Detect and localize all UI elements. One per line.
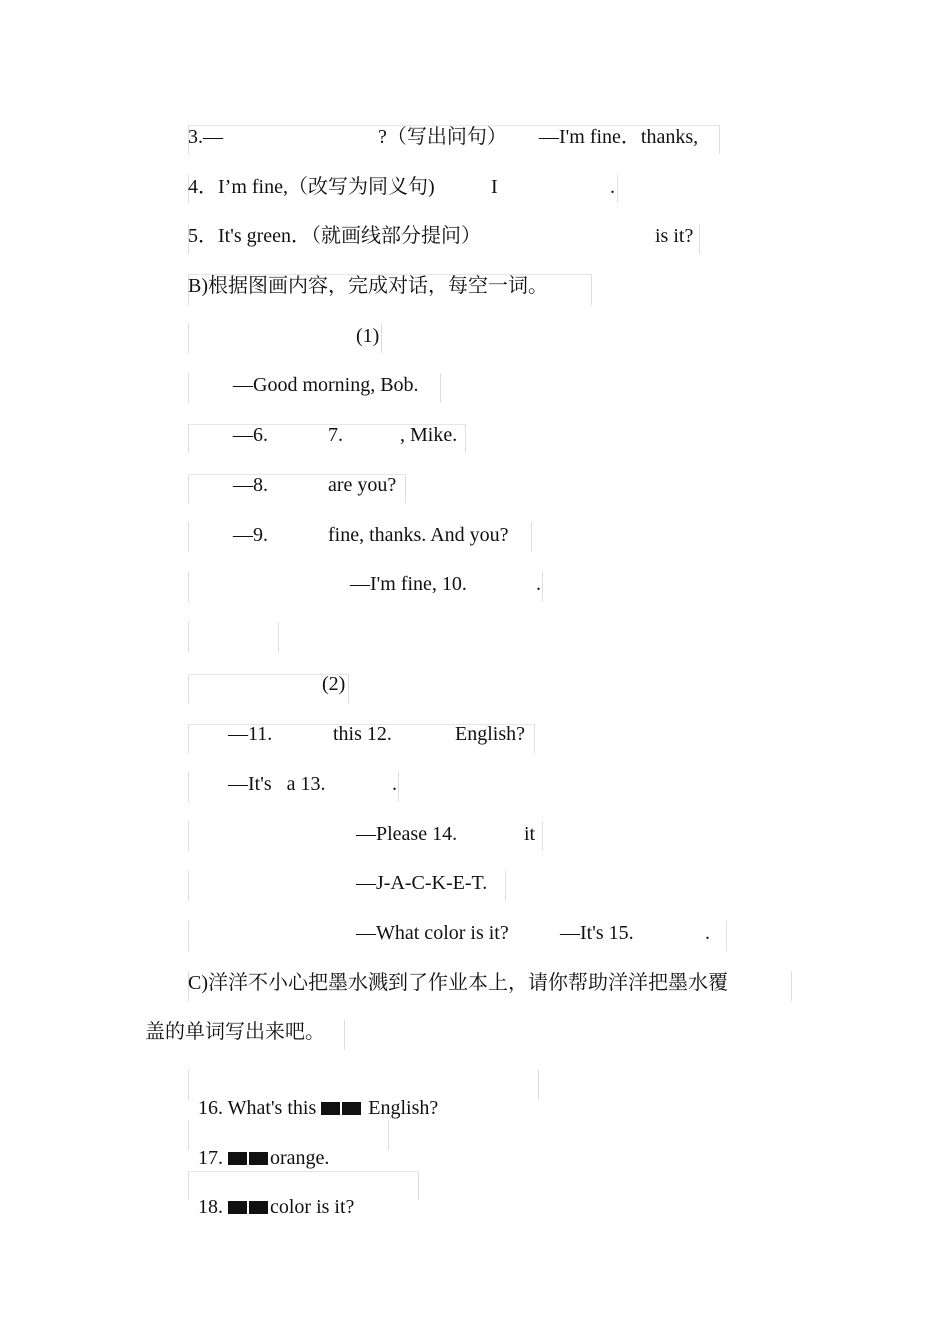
- dialog2-line2-b: .: [392, 773, 397, 795]
- q18-number: 18.: [198, 1196, 223, 1218]
- dialog1-line3-b: are you?: [328, 474, 397, 496]
- q18-tail: color is it?: [270, 1196, 355, 1218]
- dialog2-line3-a: —Please 14.: [356, 823, 458, 845]
- dialog1-line4-b: fine, thanks. And you?: [328, 524, 509, 546]
- ink-blot: [228, 1152, 247, 1165]
- dialog2-line5-c: .: [705, 922, 710, 944]
- q4-word: I: [491, 176, 498, 198]
- dialog2-line4: —J-A-C-K-E-T.: [356, 872, 488, 894]
- q3-answer: —I'm fine．thanks,: [539, 126, 699, 148]
- section-b-heading: B)根据图画内容，完成对话，每空一词。: [188, 275, 548, 297]
- ink-blot: [228, 1201, 247, 1214]
- dialog2-line3-b: it: [524, 823, 536, 845]
- dialog1-line2-b: 7.: [328, 424, 343, 446]
- q16-line: [188, 1069, 438, 1121]
- dialog1-line2-a: —6.: [233, 424, 268, 446]
- dialog1-line1: —Good morning, Bob.: [233, 374, 419, 396]
- q5-tail: is it?: [655, 225, 694, 247]
- dialog1-line5-a: —I'm fine, 10.: [350, 573, 467, 595]
- q16-tail: English?: [368, 1097, 439, 1119]
- q3-prompt: 3.—: [188, 126, 223, 148]
- q17-tail: orange.: [270, 1147, 330, 1169]
- dialog2-line1-c: English?: [455, 723, 525, 745]
- frame-blank: [188, 622, 279, 652]
- q5-prompt: 5．It's green．（就画线部分提问）: [188, 225, 482, 247]
- dialog1-line5-b: .: [536, 573, 541, 595]
- ink-blot: [249, 1152, 268, 1165]
- ink-blot: [321, 1102, 340, 1115]
- dialog2-line5-b: —It's 15.: [560, 922, 634, 944]
- dialog1-line4-a: —9.: [233, 524, 268, 546]
- dialog2-line1-a: —11.: [228, 723, 273, 745]
- dialog1-line3-a: —8.: [233, 474, 268, 496]
- q4-period: .: [610, 176, 615, 198]
- q18-line: [188, 1168, 354, 1220]
- q16-text: 16. What's this: [198, 1097, 317, 1119]
- picture-1-label: (1): [356, 325, 380, 347]
- ink-blot: [249, 1201, 268, 1214]
- q4-prompt: 4．I’m fine,（改写为同义句): [188, 176, 435, 198]
- frame-pic1: [188, 323, 382, 353]
- picture-2-label: (2): [322, 673, 346, 695]
- q17-number: 17.: [198, 1147, 223, 1169]
- q3-instruction: ?（写出问句）: [378, 126, 507, 148]
- dialog2-line1-b: this 12.: [333, 723, 392, 745]
- ink-blot: [342, 1102, 361, 1115]
- dialog2-line2-a: —It's a 13.: [228, 773, 326, 795]
- section-c-heading-line2: 盖的单词写出来吧。: [145, 1021, 325, 1043]
- section-c-heading-line1: C)洋洋不小心把墨水溅到了作业本上，请你帮助洋洋把墨水覆: [188, 972, 728, 994]
- dialog2-line5-a: —What color is it?: [356, 922, 509, 944]
- dialog1-line2-c: , Mike.: [400, 424, 458, 446]
- q17-line: [188, 1119, 329, 1171]
